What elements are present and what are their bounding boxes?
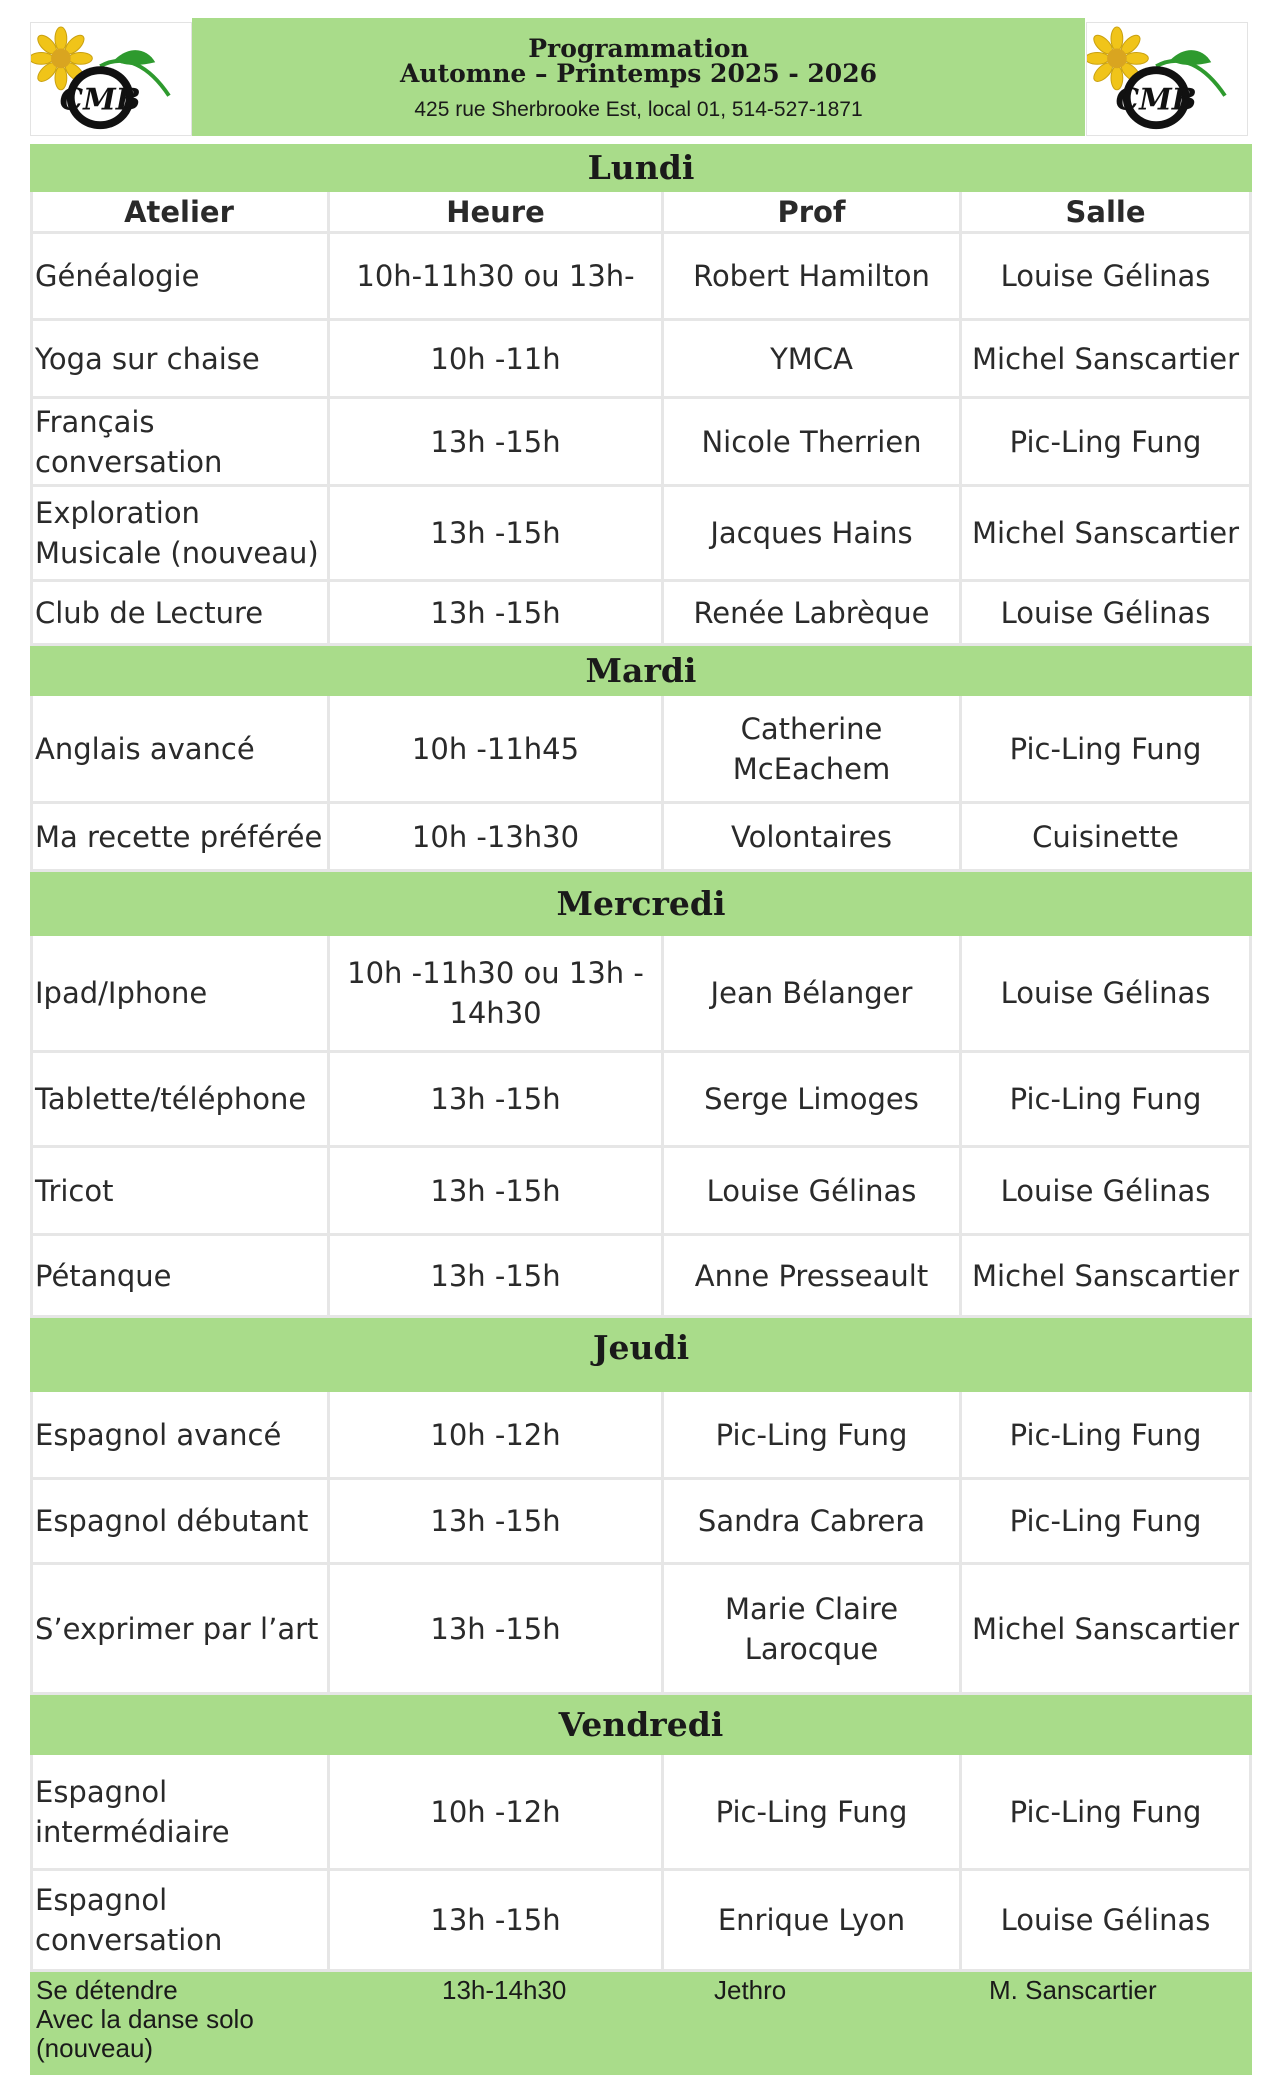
atelier-cell: Français conversation: [30, 399, 330, 487]
day-header-mardi: Mardi: [30, 646, 1252, 696]
logo-right: [1086, 22, 1248, 136]
flower-logo-icon: [1087, 23, 1247, 135]
salle-cell: Pic-Ling Fung: [962, 399, 1252, 487]
table-row: [30, 1871, 1252, 1972]
footer-heure: 13h-14h30: [442, 1975, 567, 2005]
prof-cell: Volontaires: [664, 804, 962, 872]
salle-cell: Cuisinette: [962, 804, 1252, 872]
atelier-cell: Exploration Musicale (nouveau): [30, 487, 330, 582]
footer-atelier: Se détendre Avec la danse solo (nouveau): [36, 1975, 254, 2063]
address: 425 rue Sherbrooke Est, local 01, 514-527-1871: [414, 98, 863, 121]
table-row: [30, 582, 1252, 646]
salle-cell: Michel Sanscartier: [962, 1565, 1252, 1695]
svg-text:CMB: CMB: [59, 81, 141, 117]
column-header-row: [30, 192, 1252, 234]
heure-cell: 13h -15h: [330, 1871, 664, 1972]
atelier-cell: Espagnol avancé: [30, 1392, 330, 1480]
table-row: [30, 696, 1252, 804]
table-row: [30, 1053, 1252, 1148]
heure-cell: 13h -15h: [330, 399, 664, 487]
heure-cell: 10h -11h30 ou 13h - 14h30: [330, 936, 664, 1053]
logo-left: [30, 22, 192, 136]
atelier-cell: Anglais avancé: [30, 696, 330, 804]
prof-cell: Serge Limoges: [664, 1053, 962, 1148]
prof-cell: Pic-Ling Fung: [664, 1755, 962, 1871]
table-row: [30, 1392, 1252, 1480]
heure-cell: 10h -12h: [330, 1755, 664, 1871]
heure-cell: 13h -15h: [330, 1480, 664, 1565]
salle-cell: Pic-Ling Fung: [962, 696, 1252, 804]
atelier-cell: Tricot: [30, 1148, 330, 1236]
atelier-cell: Généalogie: [30, 234, 330, 321]
footer-salle: M. Sanscartier: [989, 1975, 1157, 2005]
prof-cell: Renée Labrèque: [664, 582, 962, 646]
salle-cell: Louise Gélinas: [962, 582, 1252, 646]
header-banner: [192, 18, 1085, 136]
footer-prof: Jethro: [714, 1975, 787, 2005]
table-row: [30, 487, 1252, 582]
table-row: [30, 1148, 1252, 1236]
col-header-heure: Heure: [330, 192, 664, 234]
salle-cell: Pic-Ling Fung: [962, 1480, 1252, 1565]
salle-cell: Louise Gélinas: [962, 1871, 1252, 1972]
atelier-cell: Club de Lecture: [30, 582, 330, 646]
prof-cell: Jean Bélanger: [664, 936, 962, 1053]
heure-cell: 10h -11h: [330, 321, 664, 399]
schedule-table: [30, 144, 1252, 2075]
day-header-vendredi: Vendredi: [30, 1695, 1252, 1755]
prof-cell: Sandra Cabrera: [664, 1480, 962, 1565]
table-row: [30, 1565, 1252, 1695]
atelier-cell: Espagnol conversation: [30, 1871, 330, 1972]
salle-cell: Pic-Ling Fung: [962, 1392, 1252, 1480]
svg-text:CMB: CMB: [1115, 81, 1197, 117]
col-header-salle: Salle: [962, 192, 1252, 234]
day-header-lundi: Lundi: [30, 144, 1252, 192]
atelier-cell: Espagnol débutant: [30, 1480, 330, 1565]
table-row: [30, 1236, 1252, 1318]
atelier-cell: S’exprimer par l’art: [30, 1565, 330, 1695]
heure-cell: 10h -13h30: [330, 804, 664, 872]
salle-cell: Pic-Ling Fung: [962, 1755, 1252, 1871]
atelier-cell: Ma recette préférée: [30, 804, 330, 872]
heure-cell: 13h -15h: [330, 582, 664, 646]
prof-cell: YMCA: [664, 321, 962, 399]
program-season: Automne – Printemps 2025 - 2026: [400, 59, 877, 88]
atelier-cell: Tablette/téléphone: [30, 1053, 330, 1148]
day-header-jeudi: Jeudi: [30, 1318, 1252, 1392]
table-row: [30, 399, 1252, 487]
table-row: [30, 321, 1252, 399]
program-title: Programmation: [528, 34, 749, 63]
prof-cell: Catherine McEachem: [664, 696, 962, 804]
prof-cell: Robert Hamilton: [664, 234, 962, 321]
heure-cell: 13h -15h: [330, 487, 664, 582]
salle-cell: Michel Sanscartier: [962, 321, 1252, 399]
prof-cell: Nicole Therrien: [664, 399, 962, 487]
salle-cell: Louise Gélinas: [962, 234, 1252, 321]
atelier-cell: Pétanque: [30, 1236, 330, 1318]
prof-cell: Enrique Lyon: [664, 1871, 962, 1972]
atelier-cell: Yoga sur chaise: [30, 321, 330, 399]
salle-cell: Michel Sanscartier: [962, 487, 1252, 582]
prof-cell: Pic-Ling Fung: [664, 1392, 962, 1480]
heure-cell: 10h -11h45: [330, 696, 664, 804]
heure-cell: 13h -15h: [330, 1236, 664, 1318]
atelier-cell: Espagnol intermédiaire: [30, 1755, 330, 1871]
footer-row: [30, 1972, 1252, 2075]
salle-cell: Louise Gélinas: [962, 1148, 1252, 1236]
prof-cell: Marie Claire Larocque: [664, 1565, 962, 1695]
day-header-mercredi: Mercredi: [30, 872, 1252, 936]
table-row: [30, 1755, 1252, 1871]
heure-cell: 13h -15h: [330, 1053, 664, 1148]
heure-cell: 10h -12h: [330, 1392, 664, 1480]
col-header-atelier: Atelier: [30, 192, 330, 234]
prof-cell: Anne Presseault: [664, 1236, 962, 1318]
heure-cell: 13h -15h: [330, 1565, 664, 1695]
flower-logo-icon: [31, 23, 191, 135]
table-row: [30, 234, 1252, 321]
salle-cell: Louise Gélinas: [962, 936, 1252, 1053]
salle-cell: Michel Sanscartier: [962, 1236, 1252, 1318]
table-row: [30, 936, 1252, 1053]
table-row: [30, 804, 1252, 872]
salle-cell: Pic-Ling Fung: [962, 1053, 1252, 1148]
table-row: [30, 1480, 1252, 1565]
atelier-cell: Ipad/Iphone: [30, 936, 330, 1053]
heure-cell: 10h-11h30 ou 13h-: [330, 234, 664, 321]
heure-cell: 13h -15h: [330, 1148, 664, 1236]
col-header-prof: Prof: [664, 192, 962, 234]
prof-cell: Jacques Hains: [664, 487, 962, 582]
prof-cell: Louise Gélinas: [664, 1148, 962, 1236]
